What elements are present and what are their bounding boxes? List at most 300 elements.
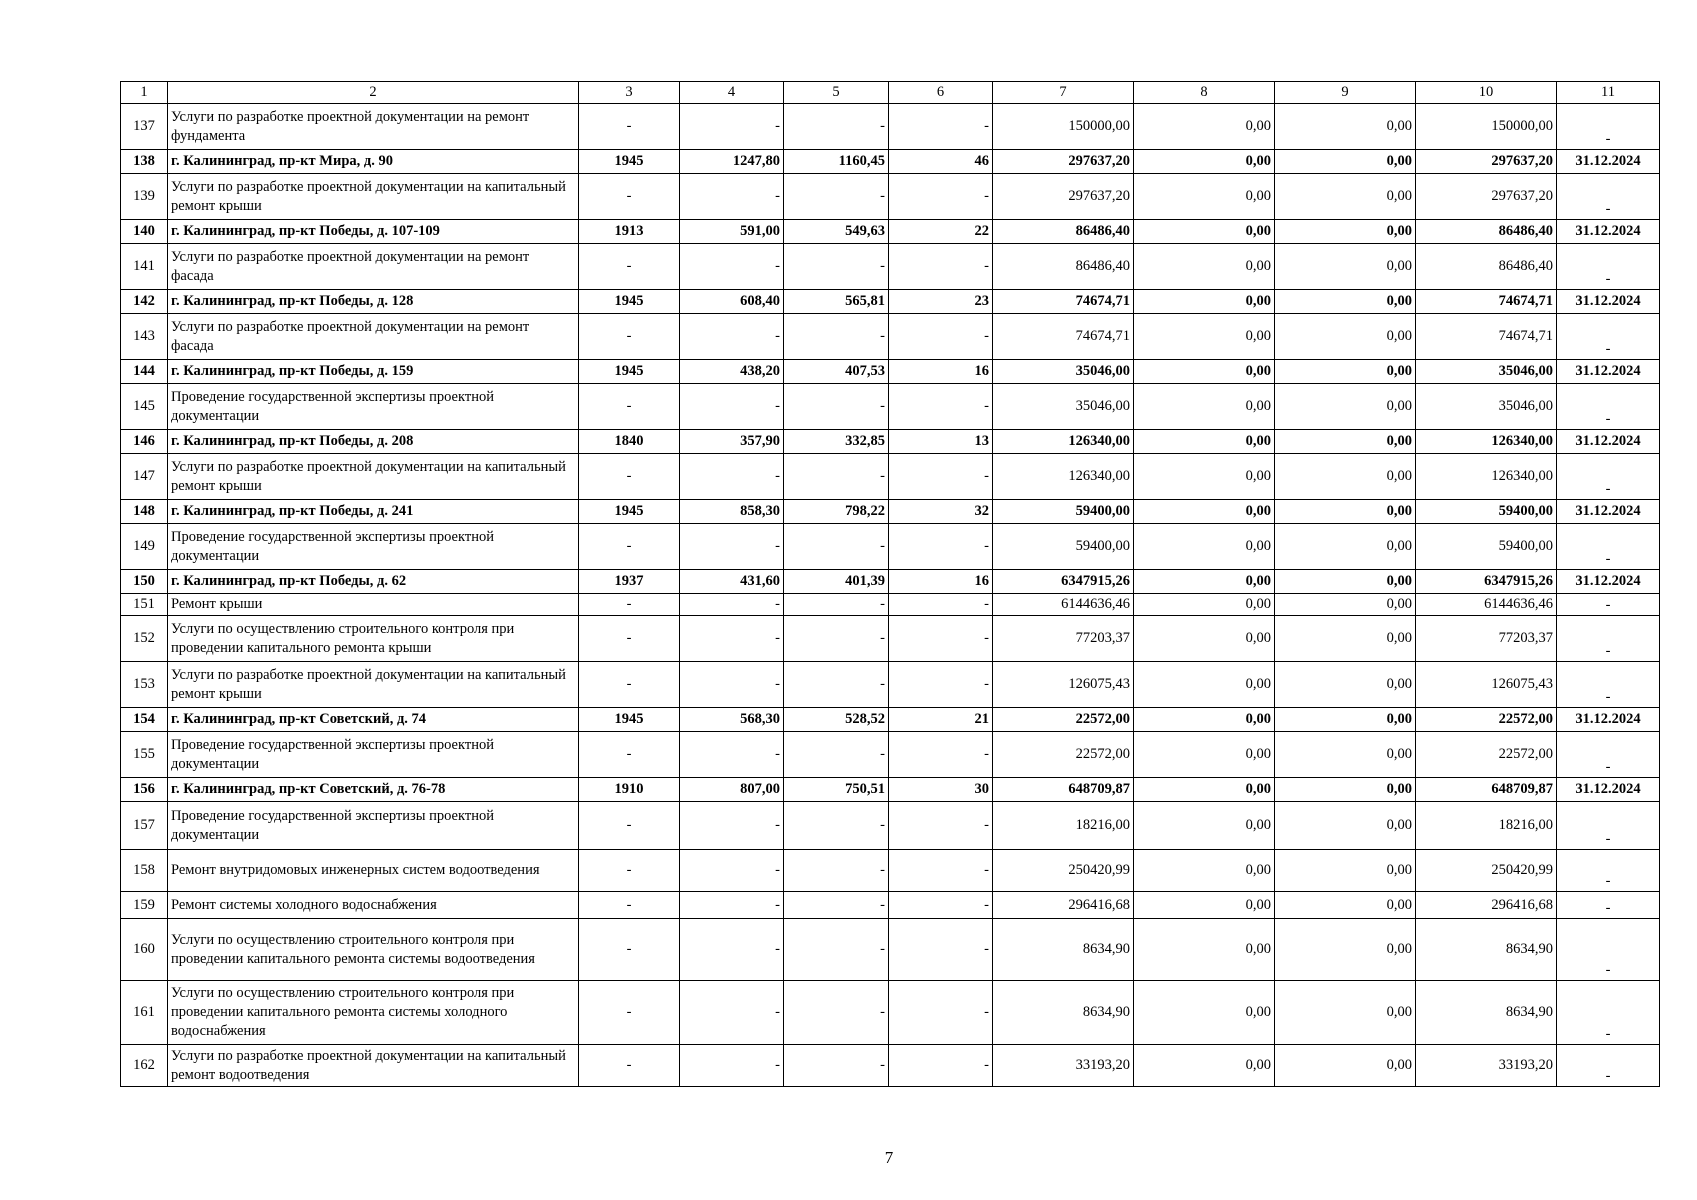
value-cell-col-7: 33193,20 bbox=[993, 1045, 1134, 1087]
value-cell-col-7: 74674,71 bbox=[993, 290, 1134, 314]
value-cell-col-4: - bbox=[680, 850, 784, 892]
value-cell-col-6: - bbox=[889, 594, 993, 616]
value-cell-col-11: 31.12.2024 bbox=[1557, 778, 1660, 802]
value-cell-col-4: - bbox=[680, 244, 784, 290]
value-cell-col-4: 357,90 bbox=[680, 430, 784, 454]
value-cell-col-10: 22572,00 bbox=[1416, 732, 1557, 778]
value-cell-col-7: 126340,00 bbox=[993, 430, 1134, 454]
value-cell-col-10: 86486,40 bbox=[1416, 244, 1557, 290]
value-cell-col-3: - bbox=[579, 244, 680, 290]
row-number-cell: 150 bbox=[121, 570, 168, 594]
value-cell-col-4: 1247,80 bbox=[680, 150, 784, 174]
value-cell-col-4: 608,40 bbox=[680, 290, 784, 314]
work-name-cell: Услуги по разработке проектной документации на капитальный ремонт водоотведения bbox=[168, 1045, 579, 1087]
value-cell-col-9: 0,00 bbox=[1275, 594, 1416, 616]
value-cell-col-8: 0,00 bbox=[1134, 454, 1275, 500]
value-cell-col-6: - bbox=[889, 919, 993, 981]
value-cell-col-11: - bbox=[1557, 616, 1660, 662]
value-cell-col-11: - bbox=[1557, 384, 1660, 430]
row-number-cell: 156 bbox=[121, 778, 168, 802]
value-cell-col-6: - bbox=[889, 616, 993, 662]
value-cell-col-3: - bbox=[579, 892, 680, 919]
value-cell-col-10: 126075,43 bbox=[1416, 662, 1557, 708]
value-cell-col-3: - bbox=[579, 662, 680, 708]
work-name-cell: Проведение государственной экспертизы проектной документации bbox=[168, 524, 579, 570]
value-cell-col-11: 31.12.2024 bbox=[1557, 708, 1660, 732]
value-cell-col-7: 22572,00 bbox=[993, 732, 1134, 778]
value-cell-col-6: - bbox=[889, 454, 993, 500]
value-cell-col-11: 31.12.2024 bbox=[1557, 220, 1660, 244]
value-cell-col-3: 1945 bbox=[579, 708, 680, 732]
value-cell-col-5: - bbox=[784, 104, 889, 150]
table-row bbox=[121, 1045, 1660, 1087]
value-cell-col-9: 0,00 bbox=[1275, 360, 1416, 384]
work-name-cell: г. Калининград, пр-кт Победы, д. 128 bbox=[168, 290, 579, 314]
value-cell-col-7: 77203,37 bbox=[993, 616, 1134, 662]
value-cell-col-6: - bbox=[889, 732, 993, 778]
value-cell-col-5: - bbox=[784, 454, 889, 500]
table-row bbox=[121, 981, 1660, 1045]
table-row bbox=[121, 360, 1660, 384]
value-cell-col-8: 0,00 bbox=[1134, 892, 1275, 919]
value-cell-col-9: 0,00 bbox=[1275, 174, 1416, 220]
work-name-cell: Ремонт системы холодного водоснабжения bbox=[168, 892, 579, 919]
value-cell-col-11: - bbox=[1557, 104, 1660, 150]
value-cell-col-7: 6347915,26 bbox=[993, 570, 1134, 594]
value-cell-col-5: 798,22 bbox=[784, 500, 889, 524]
value-cell-col-3: 1945 bbox=[579, 150, 680, 174]
value-cell-col-7: 250420,99 bbox=[993, 850, 1134, 892]
page-number: 7 bbox=[884, 1148, 894, 1167]
table-row bbox=[121, 778, 1660, 802]
program-table bbox=[120, 81, 1660, 1087]
value-cell-col-10: 126340,00 bbox=[1416, 430, 1557, 454]
value-cell-col-11: - bbox=[1557, 454, 1660, 500]
value-cell-col-6: - bbox=[889, 802, 993, 850]
value-cell-col-6: 22 bbox=[889, 220, 993, 244]
value-cell-col-10: 6347915,26 bbox=[1416, 570, 1557, 594]
work-name-cell: Услуги по разработке проектной документации на ремонт фасада bbox=[168, 314, 579, 360]
value-cell-col-11: - bbox=[1557, 802, 1660, 850]
row-number-cell: 146 bbox=[121, 430, 168, 454]
value-cell-col-10: 648709,87 bbox=[1416, 778, 1557, 802]
value-cell-col-4: - bbox=[680, 314, 784, 360]
value-cell-col-5: - bbox=[784, 981, 889, 1045]
value-cell-col-11: 31.12.2024 bbox=[1557, 360, 1660, 384]
work-name-cell: Услуги по разработке проектной документации на ремонт фундамента bbox=[168, 104, 579, 150]
value-cell-col-9: 0,00 bbox=[1275, 981, 1416, 1045]
value-cell-col-8: 0,00 bbox=[1134, 290, 1275, 314]
value-cell-col-7: 59400,00 bbox=[993, 524, 1134, 570]
row-number-cell: 160 bbox=[121, 919, 168, 981]
value-cell-col-10: 126340,00 bbox=[1416, 454, 1557, 500]
value-cell-col-5: - bbox=[784, 384, 889, 430]
value-cell-col-11: - bbox=[1557, 892, 1660, 919]
value-cell-col-4: - bbox=[680, 174, 784, 220]
value-cell-col-6: 16 bbox=[889, 570, 993, 594]
row-number-cell: 161 bbox=[121, 981, 168, 1045]
value-cell-col-11: 31.12.2024 bbox=[1557, 430, 1660, 454]
table-row bbox=[121, 708, 1660, 732]
table-row bbox=[121, 570, 1660, 594]
row-number-cell: 141 bbox=[121, 244, 168, 290]
header-cell: 8 bbox=[1134, 82, 1275, 104]
value-cell-col-7: 86486,40 bbox=[993, 220, 1134, 244]
value-cell-col-6: 16 bbox=[889, 360, 993, 384]
header-cell: 6 bbox=[889, 82, 993, 104]
header-cell: 2 bbox=[168, 82, 579, 104]
value-cell-col-4: - bbox=[680, 732, 784, 778]
work-name-cell: Проведение государственной экспертизы проектной документации bbox=[168, 384, 579, 430]
row-number-cell: 145 bbox=[121, 384, 168, 430]
row-number-cell: 149 bbox=[121, 524, 168, 570]
value-cell-col-7: 86486,40 bbox=[993, 244, 1134, 290]
value-cell-col-9: 0,00 bbox=[1275, 244, 1416, 290]
work-name-cell: Услуги по разработке проектной документации на капитальный ремонт крыши bbox=[168, 454, 579, 500]
value-cell-col-6: - bbox=[889, 1045, 993, 1087]
value-cell-col-10: 150000,00 bbox=[1416, 104, 1557, 150]
value-cell-col-11: - bbox=[1557, 174, 1660, 220]
row-number-cell: 153 bbox=[121, 662, 168, 708]
value-cell-col-10: 297637,20 bbox=[1416, 150, 1557, 174]
value-cell-col-5: 401,39 bbox=[784, 570, 889, 594]
value-cell-col-8: 0,00 bbox=[1134, 1045, 1275, 1087]
value-cell-col-3: 1945 bbox=[579, 290, 680, 314]
value-cell-col-6: 32 bbox=[889, 500, 993, 524]
value-cell-col-10: 59400,00 bbox=[1416, 500, 1557, 524]
value-cell-col-5: - bbox=[784, 616, 889, 662]
value-cell-col-10: 22572,00 bbox=[1416, 708, 1557, 732]
value-cell-col-4: - bbox=[680, 524, 784, 570]
work-name-cell: Проведение государственной экспертизы проектной документации bbox=[168, 732, 579, 778]
table-header-row bbox=[121, 82, 1660, 104]
table-row bbox=[121, 919, 1660, 981]
row-number-cell: 157 bbox=[121, 802, 168, 850]
value-cell-col-10: 297637,20 bbox=[1416, 174, 1557, 220]
work-name-cell: Проведение государственной экспертизы проектной документации bbox=[168, 802, 579, 850]
value-cell-col-10: 86486,40 bbox=[1416, 220, 1557, 244]
value-cell-col-4: - bbox=[680, 662, 784, 708]
value-cell-col-8: 0,00 bbox=[1134, 919, 1275, 981]
value-cell-col-9: 0,00 bbox=[1275, 850, 1416, 892]
value-cell-col-9: 0,00 bbox=[1275, 778, 1416, 802]
value-cell-col-4: - bbox=[680, 454, 784, 500]
work-name-cell: Услуги по разработке проектной документации на капитальный ремонт крыши bbox=[168, 662, 579, 708]
value-cell-col-5: 750,51 bbox=[784, 778, 889, 802]
row-number-cell: 158 bbox=[121, 850, 168, 892]
value-cell-col-3: - bbox=[579, 174, 680, 220]
header-cell: 9 bbox=[1275, 82, 1416, 104]
value-cell-col-7: 22572,00 bbox=[993, 708, 1134, 732]
value-cell-col-5: - bbox=[784, 919, 889, 981]
value-cell-col-11: 31.12.2024 bbox=[1557, 500, 1660, 524]
value-cell-col-9: 0,00 bbox=[1275, 454, 1416, 500]
table-row bbox=[121, 104, 1660, 150]
work-name-cell: г. Калининград, пр-кт Победы, д. 62 bbox=[168, 570, 579, 594]
value-cell-col-9: 0,00 bbox=[1275, 708, 1416, 732]
value-cell-col-8: 0,00 bbox=[1134, 430, 1275, 454]
value-cell-col-5: - bbox=[784, 524, 889, 570]
value-cell-col-5: 332,85 bbox=[784, 430, 889, 454]
value-cell-col-10: 18216,00 bbox=[1416, 802, 1557, 850]
value-cell-col-6: - bbox=[889, 384, 993, 430]
value-cell-col-7: 35046,00 bbox=[993, 360, 1134, 384]
value-cell-col-8: 0,00 bbox=[1134, 570, 1275, 594]
work-name-cell: г. Калининград, пр-кт Победы, д. 241 bbox=[168, 500, 579, 524]
value-cell-col-5: - bbox=[784, 892, 889, 919]
value-cell-col-9: 0,00 bbox=[1275, 662, 1416, 708]
value-cell-col-11: - bbox=[1557, 524, 1660, 570]
value-cell-col-9: 0,00 bbox=[1275, 732, 1416, 778]
value-cell-col-4: 807,00 bbox=[680, 778, 784, 802]
value-cell-col-8: 0,00 bbox=[1134, 662, 1275, 708]
value-cell-col-8: 0,00 bbox=[1134, 314, 1275, 360]
value-cell-col-7: 74674,71 bbox=[993, 314, 1134, 360]
value-cell-col-5: - bbox=[784, 314, 889, 360]
value-cell-col-7: 297637,20 bbox=[993, 174, 1134, 220]
value-cell-col-7: 35046,00 bbox=[993, 384, 1134, 430]
value-cell-col-8: 0,00 bbox=[1134, 981, 1275, 1045]
value-cell-col-6: - bbox=[889, 244, 993, 290]
header-cell: 1 bbox=[121, 82, 168, 104]
value-cell-col-3: 1910 bbox=[579, 778, 680, 802]
value-cell-col-5: 407,53 bbox=[784, 360, 889, 384]
value-cell-col-3: 1945 bbox=[579, 500, 680, 524]
value-cell-col-11: - bbox=[1557, 732, 1660, 778]
table-row bbox=[121, 594, 1660, 616]
value-cell-col-8: 0,00 bbox=[1134, 616, 1275, 662]
value-cell-col-8: 0,00 bbox=[1134, 500, 1275, 524]
value-cell-col-8: 0,00 bbox=[1134, 174, 1275, 220]
value-cell-col-7: 150000,00 bbox=[993, 104, 1134, 150]
value-cell-col-10: 8634,90 bbox=[1416, 981, 1557, 1045]
table-row bbox=[121, 290, 1660, 314]
value-cell-col-4: - bbox=[680, 104, 784, 150]
value-cell-col-6: 30 bbox=[889, 778, 993, 802]
value-cell-col-10: 33193,20 bbox=[1416, 1045, 1557, 1087]
value-cell-col-9: 0,00 bbox=[1275, 220, 1416, 244]
table-row bbox=[121, 500, 1660, 524]
value-cell-col-11: - bbox=[1557, 314, 1660, 360]
value-cell-col-5: - bbox=[784, 594, 889, 616]
value-cell-col-4: - bbox=[680, 594, 784, 616]
value-cell-col-6: - bbox=[889, 850, 993, 892]
value-cell-col-11: - bbox=[1557, 244, 1660, 290]
work-name-cell: Услуги по осуществлению строительного контроля при проведении капитального ремонта крыши bbox=[168, 616, 579, 662]
value-cell-col-9: 0,00 bbox=[1275, 104, 1416, 150]
value-cell-col-11: - bbox=[1557, 919, 1660, 981]
value-cell-col-3: - bbox=[579, 454, 680, 500]
value-cell-col-10: 296416,68 bbox=[1416, 892, 1557, 919]
value-cell-col-9: 0,00 bbox=[1275, 892, 1416, 919]
value-cell-col-9: 0,00 bbox=[1275, 500, 1416, 524]
value-cell-col-5: 1160,45 bbox=[784, 150, 889, 174]
table-row bbox=[121, 384, 1660, 430]
work-name-cell: г. Калининград, пр-кт Победы, д. 107-109 bbox=[168, 220, 579, 244]
value-cell-col-11: 31.12.2024 bbox=[1557, 150, 1660, 174]
value-cell-col-3: - bbox=[579, 594, 680, 616]
header-cell: 10 bbox=[1416, 82, 1557, 104]
value-cell-col-11: 31.12.2024 bbox=[1557, 570, 1660, 594]
value-cell-col-4: - bbox=[680, 616, 784, 662]
value-cell-col-3: - bbox=[579, 384, 680, 430]
table-row bbox=[121, 430, 1660, 454]
value-cell-col-4: - bbox=[680, 802, 784, 850]
value-cell-col-3: - bbox=[579, 104, 680, 150]
value-cell-col-5: - bbox=[784, 732, 889, 778]
value-cell-col-8: 0,00 bbox=[1134, 360, 1275, 384]
value-cell-col-4: 858,30 bbox=[680, 500, 784, 524]
value-cell-col-10: 35046,00 bbox=[1416, 360, 1557, 384]
row-number-cell: 138 bbox=[121, 150, 168, 174]
value-cell-col-3: - bbox=[579, 850, 680, 892]
value-cell-col-6: - bbox=[889, 892, 993, 919]
value-cell-col-9: 0,00 bbox=[1275, 919, 1416, 981]
value-cell-col-8: 0,00 bbox=[1134, 524, 1275, 570]
table-row bbox=[121, 150, 1660, 174]
value-cell-col-4: 591,00 bbox=[680, 220, 784, 244]
value-cell-col-11: - bbox=[1557, 981, 1660, 1045]
value-cell-col-7: 6144636,46 bbox=[993, 594, 1134, 616]
work-name-cell: г. Калининград, пр-кт Победы, д. 208 bbox=[168, 430, 579, 454]
row-number-cell: 144 bbox=[121, 360, 168, 384]
value-cell-col-4: 568,30 bbox=[680, 708, 784, 732]
value-cell-col-9: 0,00 bbox=[1275, 314, 1416, 360]
table-row bbox=[121, 174, 1660, 220]
value-cell-col-10: 6144636,46 bbox=[1416, 594, 1557, 616]
value-cell-col-5: - bbox=[784, 1045, 889, 1087]
value-cell-col-5: 565,81 bbox=[784, 290, 889, 314]
value-cell-col-9: 0,00 bbox=[1275, 1045, 1416, 1087]
table-row bbox=[121, 892, 1660, 919]
value-cell-col-4: 431,60 bbox=[680, 570, 784, 594]
value-cell-col-9: 0,00 bbox=[1275, 150, 1416, 174]
value-cell-col-3: 1945 bbox=[579, 360, 680, 384]
value-cell-col-4: - bbox=[680, 919, 784, 981]
value-cell-col-8: 0,00 bbox=[1134, 850, 1275, 892]
value-cell-col-6: 21 bbox=[889, 708, 993, 732]
work-name-cell: Ремонт крыши bbox=[168, 594, 579, 616]
table-body bbox=[121, 82, 1660, 1087]
work-name-cell: Услуги по разработке проектной документации на ремонт фасада bbox=[168, 244, 579, 290]
value-cell-col-4: - bbox=[680, 384, 784, 430]
table-row bbox=[121, 524, 1660, 570]
work-name-cell: Услуги по разработке проектной документации на капитальный ремонт крыши bbox=[168, 174, 579, 220]
value-cell-col-11: - bbox=[1557, 1045, 1660, 1087]
row-number-cell: 139 bbox=[121, 174, 168, 220]
value-cell-col-5: - bbox=[784, 662, 889, 708]
value-cell-col-5: - bbox=[784, 174, 889, 220]
value-cell-col-7: 648709,87 bbox=[993, 778, 1134, 802]
value-cell-col-3: - bbox=[579, 314, 680, 360]
value-cell-col-8: 0,00 bbox=[1134, 220, 1275, 244]
value-cell-col-3: - bbox=[579, 919, 680, 981]
value-cell-col-6: - bbox=[889, 662, 993, 708]
value-cell-col-11: - bbox=[1557, 850, 1660, 892]
value-cell-col-3: - bbox=[579, 616, 680, 662]
work-name-cell: г. Калининград, пр-кт Советский, д. 74 bbox=[168, 708, 579, 732]
value-cell-col-9: 0,00 bbox=[1275, 524, 1416, 570]
value-cell-col-6: - bbox=[889, 981, 993, 1045]
value-cell-col-8: 0,00 bbox=[1134, 244, 1275, 290]
value-cell-col-10: 74674,71 bbox=[1416, 290, 1557, 314]
value-cell-col-7: 8634,90 bbox=[993, 981, 1134, 1045]
value-cell-col-4: - bbox=[680, 981, 784, 1045]
value-cell-col-10: 74674,71 bbox=[1416, 314, 1557, 360]
value-cell-col-3: - bbox=[579, 802, 680, 850]
value-cell-col-5: 549,63 bbox=[784, 220, 889, 244]
work-name-cell: Услуги по осуществлению строительного контроля при проведении капитального ремонта системы холодного водоснабжения bbox=[168, 981, 579, 1045]
value-cell-col-6: - bbox=[889, 314, 993, 360]
value-cell-col-9: 0,00 bbox=[1275, 290, 1416, 314]
value-cell-col-9: 0,00 bbox=[1275, 616, 1416, 662]
table-row bbox=[121, 802, 1660, 850]
work-name-cell: г. Калининград, пр-кт Советский, д. 76-78 bbox=[168, 778, 579, 802]
header-cell: 7 bbox=[993, 82, 1134, 104]
value-cell-col-8: 0,00 bbox=[1134, 778, 1275, 802]
value-cell-col-8: 0,00 bbox=[1134, 384, 1275, 430]
row-number-cell: 154 bbox=[121, 708, 168, 732]
row-number-cell: 162 bbox=[121, 1045, 168, 1087]
value-cell-col-4: - bbox=[680, 1045, 784, 1087]
table-row bbox=[121, 220, 1660, 244]
value-cell-col-8: 0,00 bbox=[1134, 732, 1275, 778]
value-cell-col-11: - bbox=[1557, 662, 1660, 708]
header-cell: 4 bbox=[680, 82, 784, 104]
value-cell-col-8: 0,00 bbox=[1134, 150, 1275, 174]
value-cell-col-9: 0,00 bbox=[1275, 384, 1416, 430]
table-row bbox=[121, 662, 1660, 708]
value-cell-col-7: 59400,00 bbox=[993, 500, 1134, 524]
value-cell-col-9: 0,00 bbox=[1275, 570, 1416, 594]
value-cell-col-6: 46 bbox=[889, 150, 993, 174]
row-number-cell: 159 bbox=[121, 892, 168, 919]
value-cell-col-5: 528,52 bbox=[784, 708, 889, 732]
table-row bbox=[121, 454, 1660, 500]
work-name-cell: Ремонт внутридомовых инженерных систем водоотведения bbox=[168, 850, 579, 892]
row-number-cell: 142 bbox=[121, 290, 168, 314]
row-number-cell: 147 bbox=[121, 454, 168, 500]
value-cell-col-11: 31.12.2024 bbox=[1557, 290, 1660, 314]
value-cell-col-7: 296416,68 bbox=[993, 892, 1134, 919]
header-cell: 3 bbox=[579, 82, 680, 104]
value-cell-col-5: - bbox=[784, 244, 889, 290]
row-number-cell: 151 bbox=[121, 594, 168, 616]
value-cell-col-3: - bbox=[579, 732, 680, 778]
value-cell-col-5: - bbox=[784, 850, 889, 892]
row-number-cell: 155 bbox=[121, 732, 168, 778]
value-cell-col-6: 23 bbox=[889, 290, 993, 314]
row-number-cell: 143 bbox=[121, 314, 168, 360]
value-cell-col-7: 297637,20 bbox=[993, 150, 1134, 174]
table-row bbox=[121, 850, 1660, 892]
value-cell-col-7: 8634,90 bbox=[993, 919, 1134, 981]
value-cell-col-3: - bbox=[579, 1045, 680, 1087]
value-cell-col-7: 126340,00 bbox=[993, 454, 1134, 500]
value-cell-col-8: 0,00 bbox=[1134, 802, 1275, 850]
value-cell-col-10: 59400,00 bbox=[1416, 524, 1557, 570]
header-cell: 11 bbox=[1557, 82, 1660, 104]
value-cell-col-3: - bbox=[579, 524, 680, 570]
table-row bbox=[121, 732, 1660, 778]
value-cell-col-8: 0,00 bbox=[1134, 594, 1275, 616]
value-cell-col-6: 13 bbox=[889, 430, 993, 454]
value-cell-col-3: 1937 bbox=[579, 570, 680, 594]
row-number-cell: 152 bbox=[121, 616, 168, 662]
value-cell-col-10: 35046,00 bbox=[1416, 384, 1557, 430]
value-cell-col-4: 438,20 bbox=[680, 360, 784, 384]
table-row bbox=[121, 314, 1660, 360]
